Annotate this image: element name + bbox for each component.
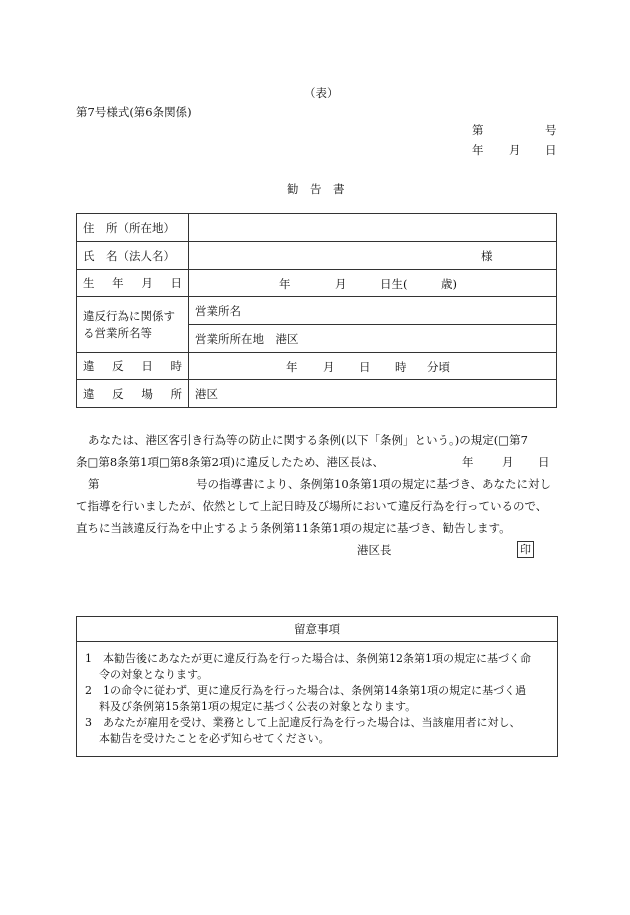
violation-time-label xyxy=(77,353,189,380)
body-day: 日 xyxy=(538,455,550,469)
dob-label-char: 生 xyxy=(83,276,95,290)
recommendation-form-table xyxy=(76,213,557,408)
business-name-field[interactable] xyxy=(189,297,557,325)
side-label: （表） xyxy=(304,86,339,100)
dob-row xyxy=(77,270,557,297)
note-item xyxy=(85,651,549,683)
violation-time-row xyxy=(77,353,557,380)
violation-place-label-char: 所 xyxy=(170,386,182,401)
business-label: 違反行為に関係する営業所名等 xyxy=(77,297,189,353)
body-month: 月 xyxy=(502,455,514,469)
dob-field[interactable] xyxy=(189,270,557,297)
body-line: あなたは、港区客引き行為等の防止に関する条例(以下「条例」という。)の規定(□第7 xyxy=(88,433,528,447)
violation-month: 月 xyxy=(323,360,335,374)
recommendation-body xyxy=(76,429,557,539)
business-name-row xyxy=(77,297,557,325)
body-line-text: 号の指導書により、条例第10条第1項の規定に基づき、あなたに対し xyxy=(196,477,551,491)
doc-number-prefix: 第 xyxy=(472,123,484,137)
dob-month: 月 xyxy=(335,277,347,291)
name-field[interactable] xyxy=(189,242,557,270)
body-line: 直ちに当該違反行為を中止するよう条例第11条第1項の規定に基づき、勧告します。 xyxy=(76,521,511,535)
body-line-prefix: 第 xyxy=(88,477,100,491)
body-year: 年 xyxy=(462,455,474,469)
name-honorific: 様 xyxy=(481,248,493,263)
body-line xyxy=(76,451,557,473)
violation-minute: 分頃 xyxy=(427,360,450,374)
violation-year: 年 xyxy=(286,360,298,374)
body-line xyxy=(76,473,557,495)
document-title: 勧 告 書 xyxy=(287,182,345,196)
violation-place-label-char: 反 xyxy=(112,386,124,401)
notes-box xyxy=(76,616,558,757)
dob-label-char: 日 xyxy=(170,276,182,290)
violation-place-value: 港区 xyxy=(195,386,218,401)
violation-place-row xyxy=(77,380,557,408)
violation-time-label-char: 日 xyxy=(141,359,153,373)
seal-stamp: 印 xyxy=(517,541,534,558)
mayor-title: 港区長 xyxy=(357,543,392,557)
note-line: 令の対象となります。 xyxy=(99,668,209,681)
date-month: 月 xyxy=(509,143,521,157)
notes-heading: 留意事項 xyxy=(77,617,557,642)
name-row xyxy=(77,242,557,270)
body-line-text: 条□第8条第1項□第8条第2項)に違反したため、港区長は、 xyxy=(76,455,385,469)
dob-label-char: 月 xyxy=(141,276,153,290)
note-line: 本勧告を受けたことを必ず知らせてください。 xyxy=(99,732,330,745)
address-field[interactable] xyxy=(189,214,557,242)
violation-hour: 時 xyxy=(395,360,407,374)
seal-mark xyxy=(517,541,534,558)
violation-time-label-char: 違 xyxy=(83,359,95,373)
name-label: 氏 名（法人名） xyxy=(77,242,189,270)
note-item xyxy=(85,683,549,715)
doc-number-suffix: 号 xyxy=(545,123,557,137)
note-line: 3 あなたが雇用を受け、業務として上記違反行為を行った場合は、当該雇用者に対し、 xyxy=(85,716,521,729)
dob-age: 歳) xyxy=(441,277,457,291)
violation-place-label xyxy=(77,380,189,408)
business-address-label: 営業所所在地 港区 xyxy=(195,331,299,346)
date-year: 年 xyxy=(472,143,484,157)
note-line: 2 1の命令に従わず、更に違反行為を行った場合は、条例第14条第1項の規定に基づく過 xyxy=(85,684,527,697)
address-label: 住 所（所在地） xyxy=(77,214,189,242)
violation-day: 日 xyxy=(359,360,371,374)
violation-place-label-char: 違 xyxy=(83,386,95,401)
dob-label-char: 年 xyxy=(112,276,124,290)
note-line: 料及び条例第15条第1項の規定に基づく公表の対象となります。 xyxy=(99,700,417,713)
body-line: て指導を行いましたが、依然として上記日時及び場所において違反行為を行っているので、 xyxy=(76,499,548,513)
note-line: 1 本勧告後にあなたが更に違反行為を行った場合は、条例第12条第1項の規定に基づく命 xyxy=(85,652,531,665)
violation-time-label-char: 反 xyxy=(112,359,124,373)
note-item xyxy=(85,715,549,747)
violation-place-label-char: 場 xyxy=(141,386,153,401)
address-row xyxy=(77,214,557,242)
form-number: 第7号様式(第6条関係) xyxy=(76,105,192,119)
business-address-field[interactable] xyxy=(189,325,557,353)
notes-list xyxy=(77,642,557,747)
violation-place-field[interactable] xyxy=(189,380,557,408)
dob-day: 日生( xyxy=(380,277,408,291)
violation-time-field[interactable] xyxy=(189,353,557,380)
violation-time-label-char: 時 xyxy=(170,359,182,373)
business-name-label: 営業所名 xyxy=(195,303,241,318)
dob-label xyxy=(77,270,189,297)
dob-year: 年 xyxy=(279,277,291,291)
date-day: 日 xyxy=(545,143,557,157)
